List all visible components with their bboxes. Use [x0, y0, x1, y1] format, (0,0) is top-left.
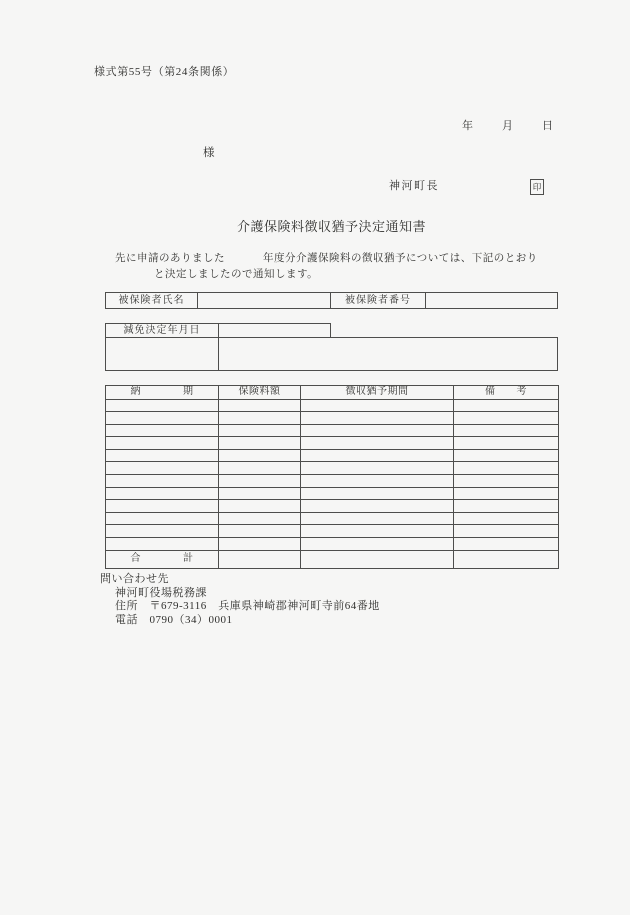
- schedule-cell-amount: [219, 449, 301, 462]
- schedule-cell-amount: [219, 399, 301, 412]
- schedule-cell-amount: [219, 538, 301, 551]
- insured-number-label: 被保険者番号: [331, 293, 426, 308]
- schedule-cell-remarks: [454, 512, 559, 525]
- schedule-table-body: [106, 399, 559, 550]
- schedule-cell-remarks: [454, 538, 559, 551]
- total-amount-cell: [219, 550, 301, 568]
- body-line-1-before: 先に申請のありました: [115, 253, 225, 264]
- schedule-empty-row: [106, 512, 559, 525]
- document-title: 介護保険料徴収猶予決定通知書: [236, 219, 426, 234]
- schedule-cell-deferment: [301, 424, 454, 437]
- schedule-empty-row: [106, 500, 559, 513]
- schedule-cell-deferment: [301, 399, 454, 412]
- schedule-cell-period: [106, 424, 219, 437]
- schedule-table-wrap: [105, 385, 558, 569]
- schedule-cell-deferment: [301, 538, 454, 551]
- schedule-cell-remarks: [454, 412, 559, 425]
- day-label: 日: [542, 120, 553, 132]
- schedule-cell-amount: [219, 475, 301, 488]
- schedule-cell-period: [106, 525, 219, 538]
- total-label: 合 計: [106, 550, 219, 568]
- decision-note-box: [105, 337, 558, 371]
- schedule-empty-row: [106, 462, 559, 475]
- contact-office: 神河町役場税務課: [115, 586, 207, 599]
- schedule-empty-row: [106, 538, 559, 551]
- insured-number-field: [426, 293, 557, 308]
- schedule-cell-amount: [219, 525, 301, 538]
- schedule-total-row: [106, 550, 559, 568]
- schedule-cell-deferment: [301, 462, 454, 475]
- schedule-cell-amount: [219, 437, 301, 450]
- date-line: [462, 121, 553, 132]
- schedule-cell-deferment: [301, 437, 454, 450]
- schedule-empty-row: [106, 437, 559, 450]
- schedule-cell-amount: [219, 512, 301, 525]
- schedule-empty-row: [106, 412, 559, 425]
- schedule-cell-period: [106, 462, 219, 475]
- schedule-cell-remarks: [454, 487, 559, 500]
- insured-name-field: [198, 293, 331, 308]
- decision-date-field: [219, 324, 330, 337]
- schedule-cell-period: [106, 437, 219, 450]
- contact-address: 住所 〒679-3116 兵庫県神崎郡神河町寺前64番地: [115, 600, 380, 613]
- schedule-empty-row: [106, 399, 559, 412]
- decision-note-left-cell: [106, 338, 219, 370]
- insured-name-label: 被保険者氏名: [106, 293, 198, 308]
- schedule-header-amount: 保険料額: [219, 386, 301, 400]
- schedule-cell-deferment: [301, 487, 454, 500]
- schedule-cell-period: [106, 500, 219, 513]
- schedule-cell-period: [106, 399, 219, 412]
- schedule-cell-period: [106, 449, 219, 462]
- schedule-cell-deferment: [301, 500, 454, 513]
- schedule-cell-amount: [219, 500, 301, 513]
- schedule-cell-period: [106, 538, 219, 551]
- schedule-header-remarks: 備 考: [454, 386, 559, 400]
- schedule-cell-remarks: [454, 475, 559, 488]
- schedule-table: [105, 385, 559, 569]
- schedule-empty-row: [106, 475, 559, 488]
- schedule-empty-row: [106, 525, 559, 538]
- seal-stamp: 印: [530, 179, 544, 195]
- schedule-cell-deferment: [301, 475, 454, 488]
- schedule-empty-row: [106, 424, 559, 437]
- schedule-cell-deferment: [301, 525, 454, 538]
- body-line-1-after: 年度分介護保険料の徴収猶予については、下記のとおり: [263, 253, 538, 264]
- contact-info: [100, 573, 380, 627]
- body-line-1: [115, 254, 538, 265]
- schedule-cell-remarks: [454, 525, 559, 538]
- month-label: 月: [502, 120, 513, 132]
- decision-date-label: 減免決定年月日: [106, 324, 219, 337]
- schedule-cell-deferment: [301, 412, 454, 425]
- schedule-cell-remarks: [454, 399, 559, 412]
- schedule-empty-row: [106, 449, 559, 462]
- schedule-cell-remarks: [454, 462, 559, 475]
- total-deferment-cell: [301, 550, 454, 568]
- year-label: 年: [462, 120, 473, 132]
- form-number: 様式第55号（第24条関係）: [94, 66, 235, 78]
- schedule-header-period: 納 期: [106, 386, 219, 400]
- contact-phone: 電話 0790（34）0001: [115, 613, 233, 626]
- schedule-cell-period: [106, 512, 219, 525]
- contact-heading: 問い合わせ先: [100, 573, 169, 585]
- body-line-2: と決定しましたので通知します。: [154, 269, 319, 280]
- schedule-header-row: [106, 386, 559, 400]
- decision-date-row: [105, 323, 331, 338]
- schedule-cell-deferment: [301, 449, 454, 462]
- schedule-cell-remarks: [454, 500, 559, 513]
- total-remarks-cell: [454, 550, 559, 568]
- schedule-cell-remarks: [454, 449, 559, 462]
- decision-note-right-cell: [219, 338, 557, 370]
- schedule-cell-remarks: [454, 437, 559, 450]
- schedule-cell-amount: [219, 487, 301, 500]
- insured-info-table: [105, 292, 558, 309]
- schedule-cell-deferment: [301, 512, 454, 525]
- schedule-cell-period: [106, 487, 219, 500]
- schedule-header-deferment: 徴収猶予期間: [301, 386, 454, 400]
- sender-title: 神河町長: [389, 180, 439, 192]
- schedule-empty-row: [106, 487, 559, 500]
- schedule-cell-amount: [219, 462, 301, 475]
- schedule-cell-amount: [219, 412, 301, 425]
- schedule-cell-period: [106, 412, 219, 425]
- schedule-cell-period: [106, 475, 219, 488]
- schedule-cell-remarks: [454, 424, 559, 437]
- addressee-suffix: 様: [203, 147, 215, 159]
- schedule-cell-amount: [219, 424, 301, 437]
